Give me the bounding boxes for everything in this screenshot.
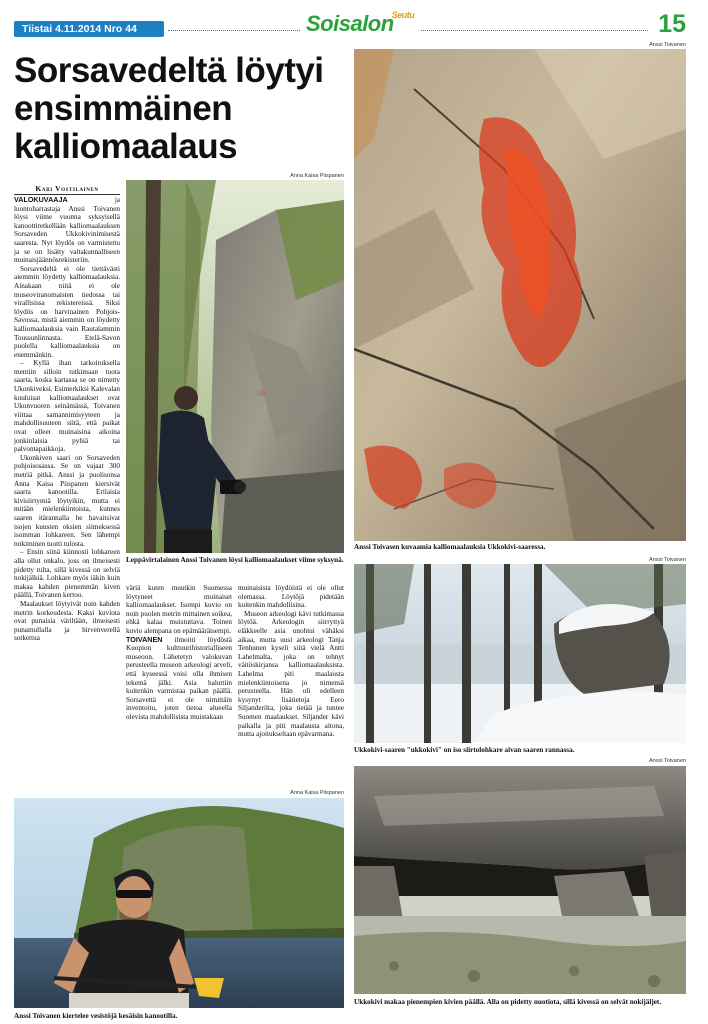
col1-p2: Sorsavedeltä ei ole tiettävästi aiemmin löydetty kalliomaalauksia. Ainakaan niitä ei ole museoviranomaisten tiedossa tai virallisissa rekistereissä. Siksi löydös on harvinainen Pohjois-Savossa, mistä aiemmin on löydetty kalliomaalauksia vain Rautalammin Toussunlinnasta. Etelä-Savon puolella kalliomaalauksia on enemmänkin.	[14, 264, 120, 359]
logo-sub: Seutu	[391, 10, 415, 20]
photo-snowy-boulder	[354, 564, 686, 743]
lead-word-2: TOIVANEN	[126, 634, 163, 644]
photo1-caption: Leppävirtalainen Anssi Toivanen löysi kalliomaalaukset viime syksynä.	[126, 556, 344, 564]
photo-boulder-on-stones	[354, 766, 686, 994]
photo5-caption: Ukkokivi makaa pienempien kivien päällä. Alla on pidetty nuotiota, sillä kivessä on selvät nokijäljet.	[354, 998, 662, 1006]
photo-rock-painting	[354, 49, 686, 541]
photo4-caption: Anssi Toivanen kiertelee vesistöjä kesäisin kanootilla.	[14, 1012, 178, 1020]
col3-p1: muinaisista löydöistä ei ole ollut olemassa. Löytöjä pidetään kuitenkin mahdollisina.	[238, 584, 344, 610]
photo3-caption: Ukkokivi-saaren "ukkokivi" on iso siirtolohkare aivan saaren rannassa.	[354, 746, 575, 754]
col1-p3: – Kyllä ihan tarkoituksella mentiin silloin tutkimaan tuota saarta, koska kartassa se on nimetty Ukonkiveksi. Esimerkiksi Kalevalan kuuluisat kalliomaalaukset ovat Ukonvuoren seinämässä, Toivanen viittaa samannimisyyteen ja mahdollisuuteen siitä, että paikat ovat olleet muinaisina aikoina jonkinlaisia pyhiä tai palvontapaikkoja.	[14, 359, 120, 454]
col3-p2: Museon arkeologi kävi tutkimassa löytöä. Arkeologin siirryttyä eläkkeelle asia unohtui vähäksi aikaa, mutta uusi arkeologi Tanja Tenhunen kyseli siitä vielä Antti Lahelmalta, joka on tehnyt väitöskirjansa kalliomaalauksista. Lahelma piti maalausta mielenkiintoisena jo nimensä perusteella. Hän oli edelleen kysynyt lisätietoja Eero Siljanderilta, joka tietää ja tuntee Suomen maalaukset. Siljander kävi paikalla ja piti maalausta aitona, mutta ajoitukseltaan epävarmana.	[238, 609, 344, 739]
photo1-credit: Anna Kaisa Piispanen	[290, 173, 344, 179]
article-col-2	[126, 584, 232, 722]
col1-p4: Ukonkiven saari on Sorsaveden pohjoisosassa. Se on vajaat 300 metriä pitkä. Anssi ja puolisonsa Anna Kaisa Piispanen kiersivät saarta kanootilla. Erilaisia kivisiirtymiä löytyikin, mutta ei mitään mielenkiintoista, kunnes saaren itärannalla he havaitsivat isojen kuusten oksien siimeksessä isomman lohkareen. Sen lähempi tutkiminen tuotti tulosta.	[14, 453, 120, 548]
col1-p6: Maalaukset löytyivät noin kahden metrin korkeudesta. Kaksi kuviota ovat punaisia väriltään, ilmeisesti punamullalla ja hirvenverellä sotkettua	[14, 599, 120, 643]
col2-p2: ilmoitti löydöstä Kuopion kulttuurihistorialliseen museoon. Lähetetyn valokuvan perusteella museon arkeologi arveli, että kyseessä voisi olla ihmisen tekemä jälki. Asia haluttiin kuitenkin varmistaa paikan päällä. Sorsavettä ei ole nimittäin inventoitu, joten tietoa alueella olevista mahdollisista muistakaan	[126, 635, 232, 721]
col1-p5: – Ensin siinä kiinnosti lohkareen alla ollut onkalo, joss on ilmeisesti pidetty tulta, sillä kivessä on selviä nokijälkiä. Lohkare myös iäkin kuin makaa kahden pienemmän kiven päällä, Toivanen kertoo.	[14, 548, 120, 600]
photo5-credit: Anssi Toivanen	[649, 758, 686, 764]
photo-photographer-at-rock	[126, 180, 344, 553]
col2-p1: väriä kuten muutkin Suomessa löytyneet muinaiset kalliomaalaukset. Isompi kuvio on noin puolen metrin mittainen soikea, ehkä kalaa muistuttava. Toinen kuvio alempana on epämääräisempi.	[126, 584, 232, 635]
issue-date-bar: Tiistai 4.11.2014 Nro 44	[14, 21, 164, 37]
photo4-credit: Anna Kaisa Piispanen	[290, 790, 344, 796]
byline: Kari Vostilainen	[14, 184, 120, 195]
logo-main: Soisalon	[306, 11, 394, 36]
article-col-1	[14, 196, 120, 643]
photo3-credit: Anssi Toivanen	[649, 557, 686, 563]
article-headline: Sorsavedeltä löytyi ensimmäinen kalliomaalaus	[14, 51, 324, 166]
photo2-credit: Anssi Toivanen	[649, 42, 686, 48]
page-number: 15	[658, 10, 686, 38]
newspaper-logo	[300, 8, 420, 40]
photo-canoeist	[14, 798, 344, 1008]
lead-word-1: VALOKUVAAJA	[14, 195, 68, 204]
col1-p1: ja luontoharrastaja Anssi Toivanen löysi viime vuonna syksyisellä kanoottiretkellään kalliomaalauksen Sorsaveden Ukkokivinimisestä saaresta. Nyt löydös on varmistettu ja se on lisätty valtakunnalliseen muinaisjäännösrekisteriin.	[14, 196, 120, 265]
article-col-3	[238, 584, 344, 739]
photo2-caption: Anssi Toivasen kuvaamia kalliomaalauksia Ukkokivi-saaressa.	[354, 543, 546, 551]
